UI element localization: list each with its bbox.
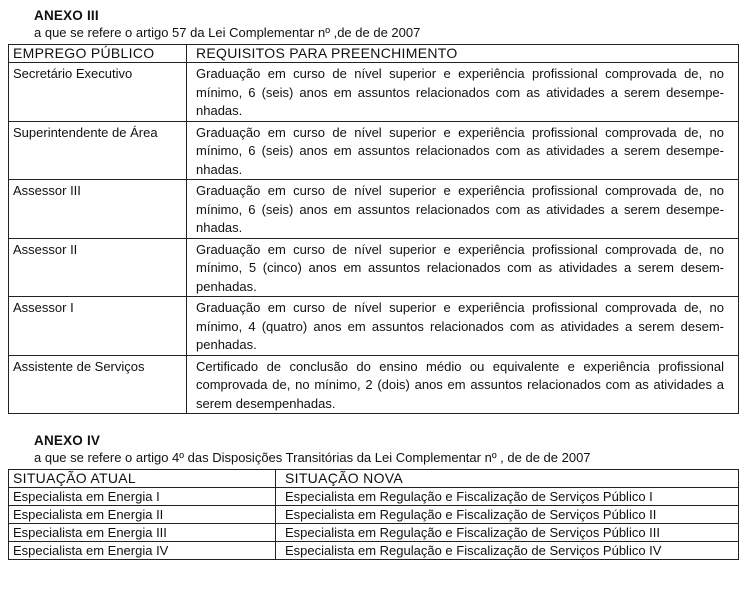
- situacao-nova-cell: Especialista em Regulação e Fiscalização de Serviços Público I: [276, 488, 739, 506]
- header-requisitos: REQUISITOS PARA PREENCHIMENTO: [187, 45, 739, 63]
- header-emprego-publico: EMPREGO PÚBLICO: [9, 45, 187, 63]
- situacao-atual-cell: Especialista em Energia IV: [9, 542, 276, 560]
- situacao-nova-cell: Especialista em Regulação e Fiscalização de Serviços Público II: [276, 506, 739, 524]
- table-row: [9, 542, 739, 560]
- table-row: [9, 488, 739, 506]
- emprego-cell: Assessor I: [9, 297, 187, 356]
- requisitos-cell: Graduação em curso de nível superior e experiência profissional comprovada de, no mínimo, 6 (seis) anos em assuntos relacionados com as atividades a serem desempenhadas.: [187, 63, 739, 122]
- table-row: [9, 121, 739, 180]
- emprego-cell: Assistente de Serviços: [9, 355, 187, 414]
- emprego-cell: Assessor III: [9, 180, 187, 239]
- table-row: [9, 180, 739, 239]
- requisitos-cell: Certificado de conclusão do ensino médio ou equivalente e experiência profissional comprovada de, no mínimo, 2 (dois) anos em assuntos relacionados com as atividades a serem desempenhadas.: [187, 355, 739, 414]
- table-row: [9, 297, 739, 356]
- table-header-row: [9, 45, 739, 63]
- emprego-cell: Superintendente de Área: [9, 121, 187, 180]
- header-situacao-nova: SITUAÇÃO NOVA: [276, 470, 739, 488]
- situacao-nova-cell: Especialista em Regulação e Fiscalização de Serviços Público III: [276, 524, 739, 542]
- table-row: [9, 355, 739, 414]
- requisitos-cell: Graduação em curso de nível superior e experiência profissional comprovada de, no mínimo, 5 (cinco) anos em assuntos relacionados com as atividades a serem desempenhadas.: [187, 238, 739, 297]
- emprego-cell: Assessor II: [9, 238, 187, 297]
- table-row: [9, 63, 739, 122]
- situacao-atual-cell: Especialista em Energia I: [9, 488, 276, 506]
- anexo4-subtitle: a que se refere o artigo 4º das Disposições Transitórias da Lei Complementar nº , de de de 2007: [34, 450, 591, 465]
- table-header-row: [9, 470, 739, 488]
- anexo3-table: [8, 44, 739, 414]
- requisitos-cell: Graduação em curso de nível superior e experiência profissional comprovada de, no mínimo, 6 (seis) anos em assuntos relacionados com as atividades a serem desempenhadas.: [187, 180, 739, 239]
- anexo4-table: [8, 469, 739, 560]
- anexo3-title: ANEXO III: [34, 8, 99, 23]
- table-row: [9, 524, 739, 542]
- header-situacao-atual: SITUAÇÃO ATUAL: [9, 470, 276, 488]
- table-row: [9, 506, 739, 524]
- emprego-cell: Secretário Executivo: [9, 63, 187, 122]
- anexo3-subtitle: a que se refere o artigo 57 da Lei Complementar nº ,de de de 2007: [34, 25, 421, 40]
- situacao-atual-cell: Especialista em Energia II: [9, 506, 276, 524]
- table-row: [9, 238, 739, 297]
- requisitos-cell: Graduação em curso de nível superior e experiência profissional comprovada de, no mínimo, 6 (seis) anos em assuntos relacionados com as atividades a serem desempenhadas.: [187, 121, 739, 180]
- situacao-atual-cell: Especialista em Energia III: [9, 524, 276, 542]
- anexo4-title: ANEXO IV: [34, 433, 101, 448]
- requisitos-cell: Graduação em curso de nível superior e experiência profissional comprovada de, no mínimo, 4 (quatro) anos em assuntos relacionados com as atividades a serem desempenhadas.: [187, 297, 739, 356]
- situacao-nova-cell: Especialista em Regulação e Fiscalização de Serviços Público IV: [276, 542, 739, 560]
